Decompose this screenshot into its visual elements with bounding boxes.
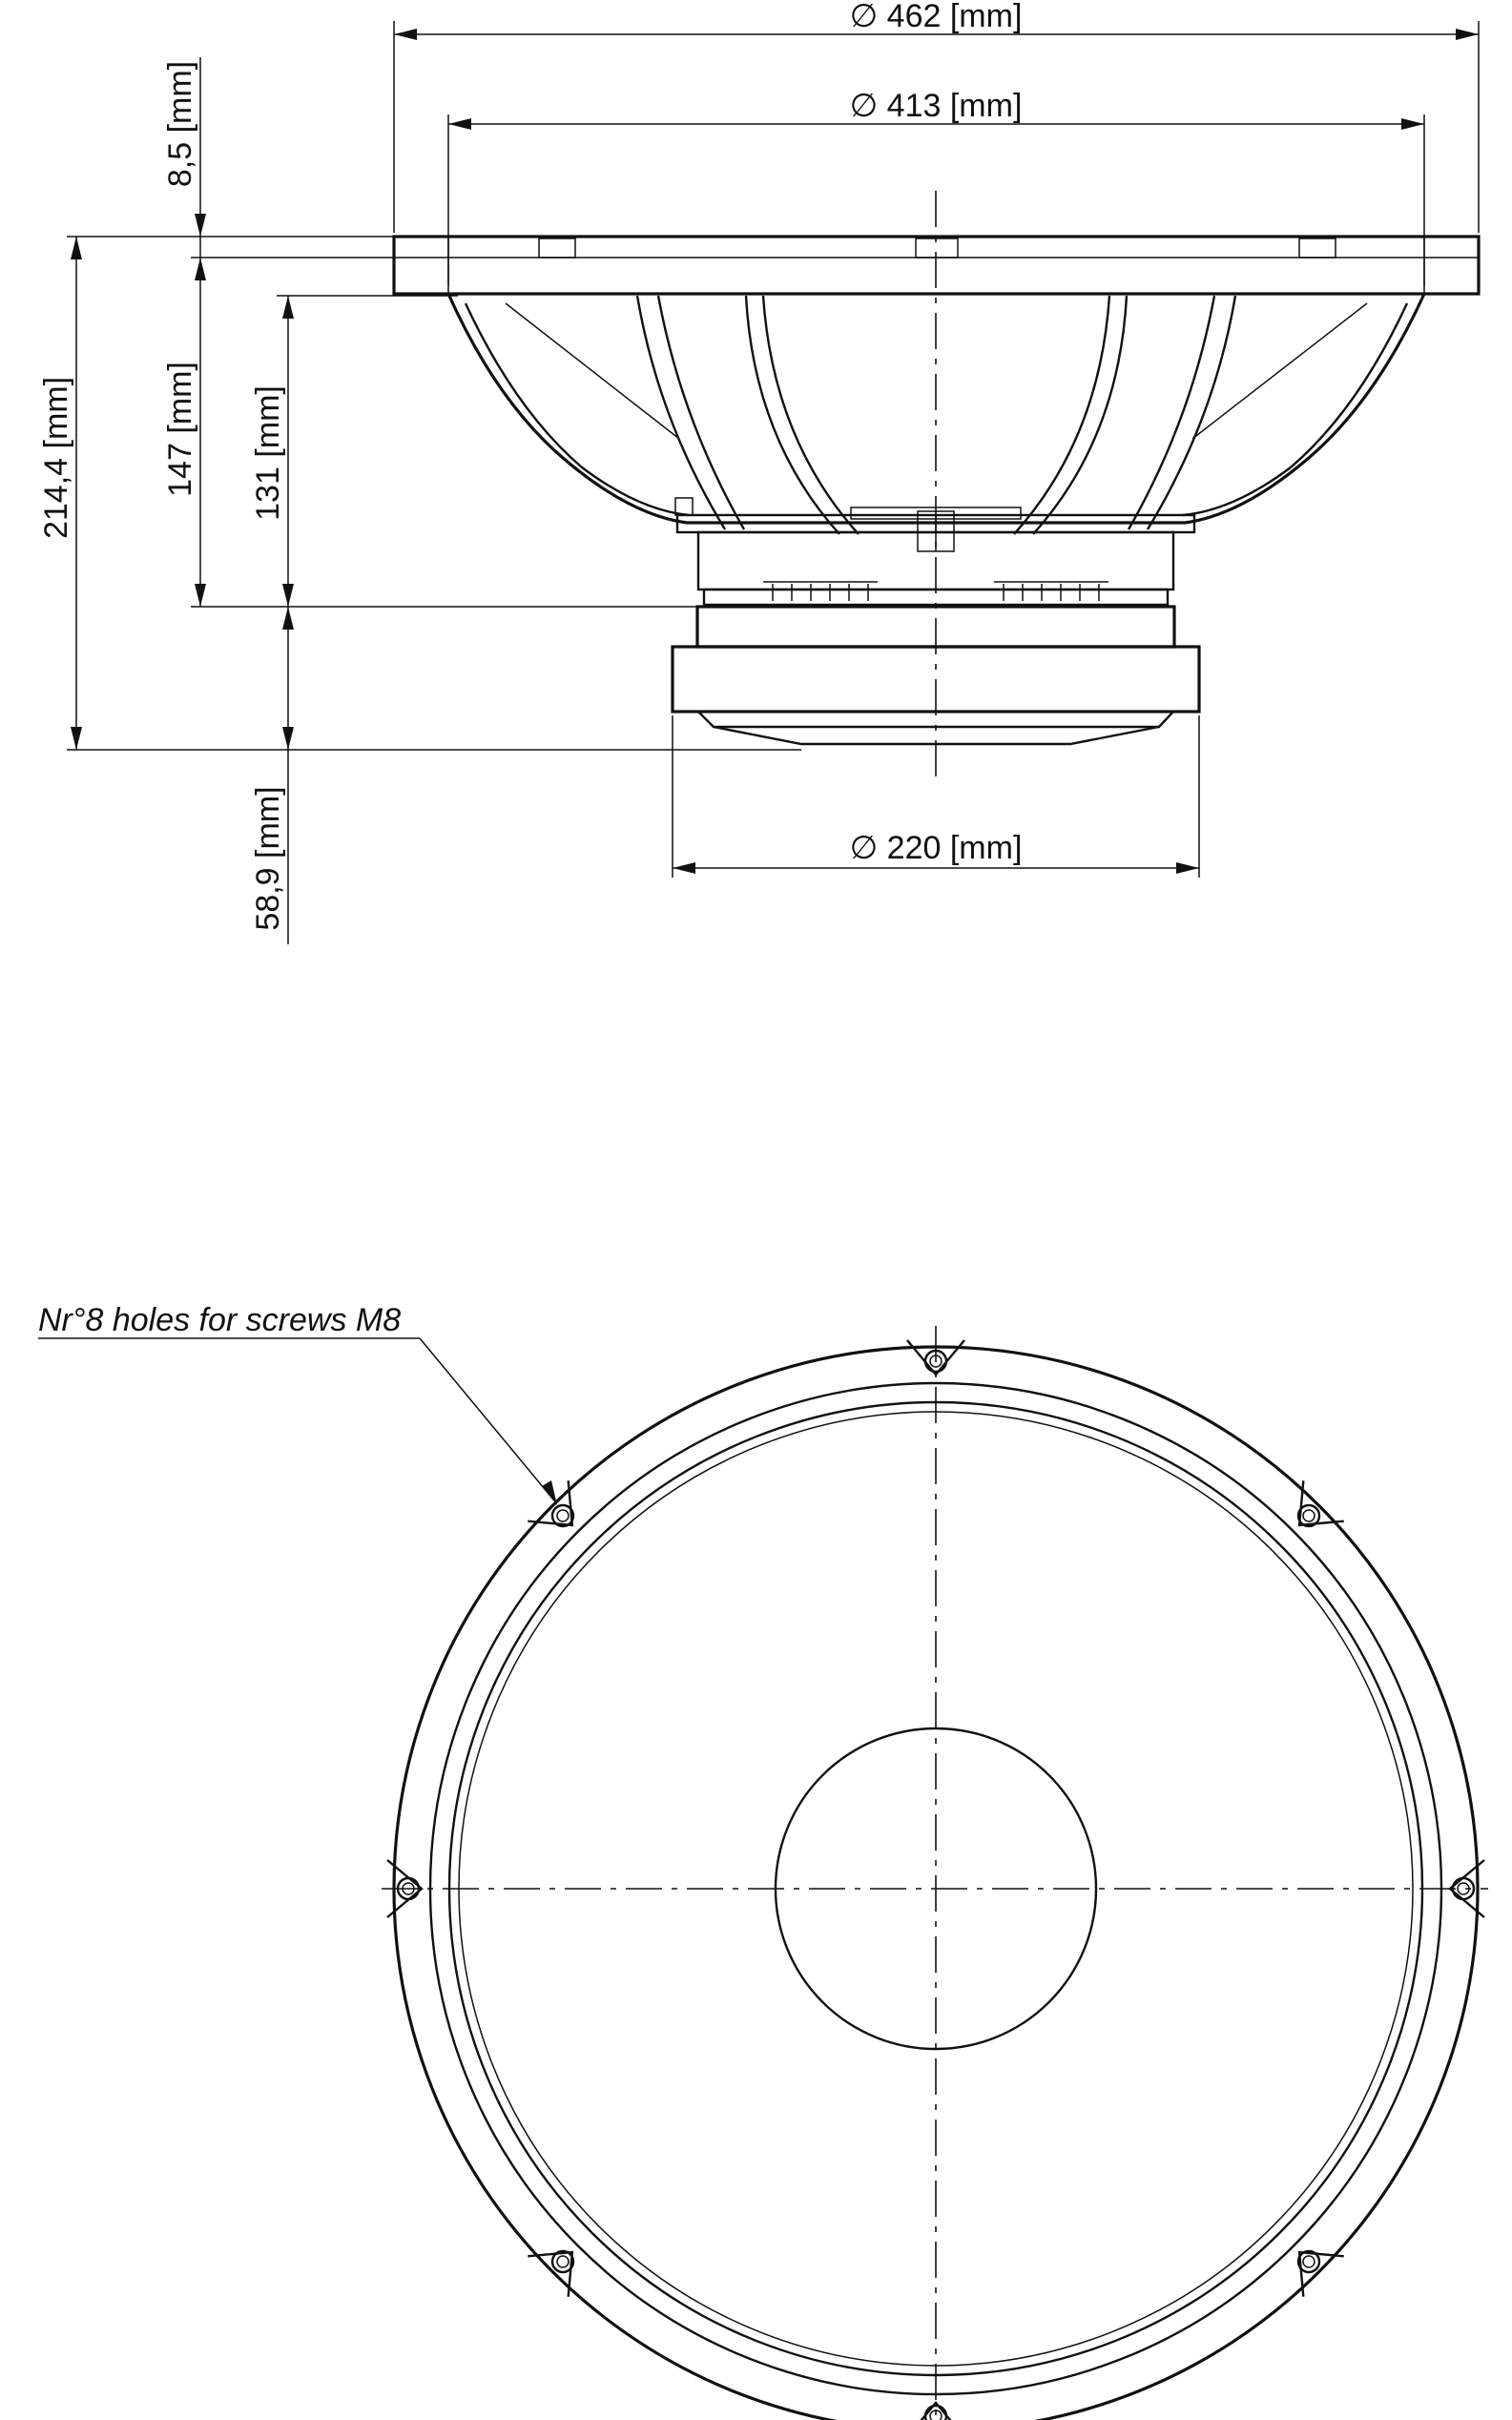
side-view bbox=[38, 0, 1479, 944]
screw-holes-callout bbox=[38, 1302, 557, 1505]
magnet-diameter-label: ∅ 220 [mm] bbox=[849, 830, 1023, 866]
mounting-hole bbox=[528, 1480, 592, 1545]
flange-thickness-label: 8,5 [mm] bbox=[162, 60, 198, 188]
dimension-magnet-diameter bbox=[673, 715, 1199, 878]
dimension-total-depth bbox=[38, 237, 82, 750]
mounting-depth-label: 147 [mm] bbox=[162, 362, 198, 497]
front-view bbox=[38, 1302, 1488, 2420]
baffle-diameter-label: ∅ 413 [mm] bbox=[849, 88, 1023, 124]
dimension-mounting-depth bbox=[162, 258, 206, 607]
outer-diameter-label: ∅ 462 [mm] bbox=[849, 0, 1023, 34]
dimension-flange-thickness bbox=[162, 57, 206, 280]
dimension-basket-depth bbox=[250, 296, 294, 607]
mounting-hole bbox=[1279, 2232, 1344, 2297]
total-depth-label: 214,4 [mm] bbox=[38, 376, 74, 540]
basket-depth-label: 131 [mm] bbox=[250, 385, 286, 521]
magnet-depth-label: 58,9 [mm] bbox=[250, 786, 286, 931]
mounting-hole bbox=[1279, 1480, 1344, 1545]
mounting-hole bbox=[528, 2232, 592, 2297]
screw-holes-note: Nr°8 holes for screws M8 bbox=[38, 1302, 402, 1338]
dimension-magnet-depth bbox=[250, 607, 294, 944]
